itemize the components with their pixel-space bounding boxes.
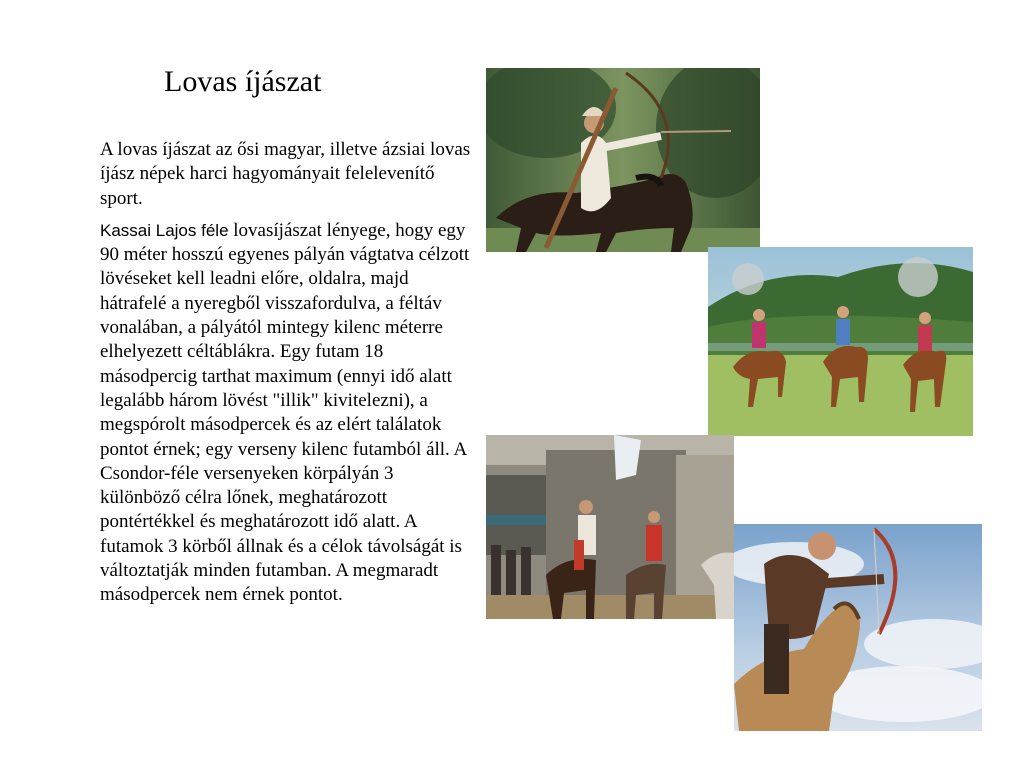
slide-body bbox=[100, 138, 472, 608]
paragraph-rules-lead: Kassai Lajos féle bbox=[100, 220, 229, 240]
photo-three-riders-field bbox=[708, 247, 973, 436]
photo-archer-white-robe bbox=[486, 68, 760, 252]
slide-title: Lovas íjászat bbox=[164, 65, 322, 98]
photo-bald-archer-sky bbox=[734, 524, 982, 731]
photo-archers-castle-wall bbox=[486, 435, 734, 619]
paragraph-rules bbox=[100, 219, 472, 608]
paragraph-intro: A lovas íjászat az ősi magyar, illetve ázsiai lovas íjász népek harci hagyományait felelevenítő sport. bbox=[100, 139, 471, 209]
paragraph-rules-text: lovasíjászat lényege, hogy egy 90 méter hosszú egyenes pályán vágtatva célzott lövéseket kell leadni előre, oldalra, majd hátrafelé a nyeregből visszafordulva, a féltáv vonalában, a pályától mintegy kilenc méterre elhelyezett céltáblákra. Egy futam 18 másodpercig tarthat maximum (ennyi idő alatt legalább három lövést "illik" kivitelezni), a megspórolt másodpercek és az elért találatok pontot érnek; egy verseny kilenc futamból áll. A Csondor-féle versenyeken körpályán 3 különböző célra lőnek, meghatározott pontértékkel és meghatározott idő alatt. A futamok 3 körből állnak és a célok távolságát is változtatják minden futamban. A megmaradt másodpercek nem érnek pontot. bbox=[100, 219, 470, 606]
